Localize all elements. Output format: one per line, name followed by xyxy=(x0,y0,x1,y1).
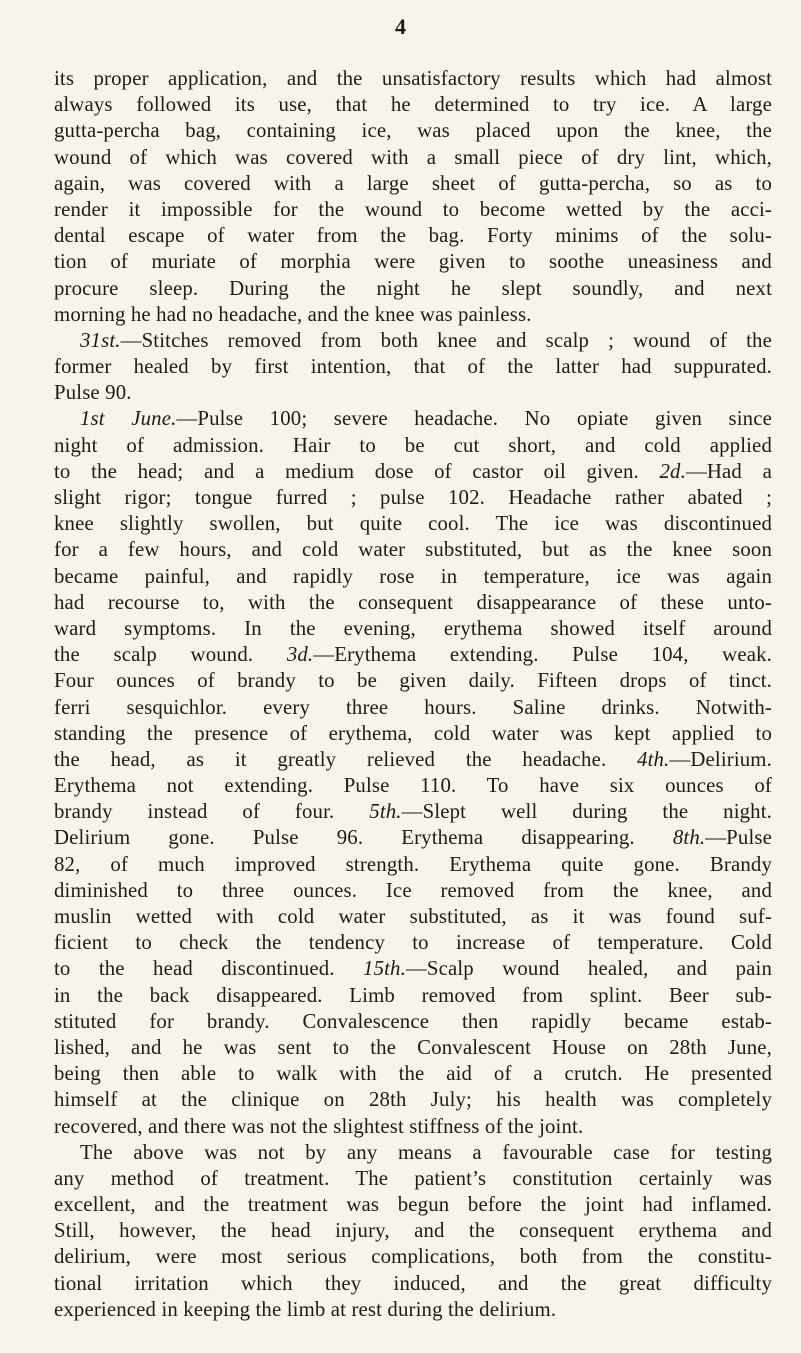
text-line xyxy=(54,668,772,694)
text-line xyxy=(54,118,772,144)
text-line xyxy=(54,302,772,328)
text-line xyxy=(54,197,772,223)
text-segment: —Delirium. xyxy=(669,747,772,771)
text-segment: the head, as it greatly relieved the headache. xyxy=(54,747,638,771)
text-segment: diminished to three ounces. Ice removed from the knee, and xyxy=(54,878,772,902)
text-line xyxy=(54,433,772,459)
text-segment: again, was covered with a large sheet of gutta-percha, so as to xyxy=(54,171,772,195)
text-line xyxy=(54,459,772,485)
text-line xyxy=(54,799,772,825)
text-line xyxy=(54,1061,772,1087)
text-line xyxy=(54,1271,772,1297)
text-line xyxy=(54,1114,772,1140)
text-segment: wound of which was covered with a small piece of dry lint, which, xyxy=(54,145,772,169)
text-segment: became painful, and rapidly rose in temperature, ice was again xyxy=(54,564,772,588)
text-line xyxy=(54,145,772,171)
text-segment: tion of muriate of morphia were given to soothe uneasiness and xyxy=(54,250,772,274)
text-segment: standing the presence of erythema, cold water was kept applied to xyxy=(54,721,772,745)
date-heading: 4th. xyxy=(637,747,670,771)
text-segment: render it impossible for the wound to become wetted by the acci- xyxy=(54,197,772,221)
text-segment: —Scalp wound healed, and pain xyxy=(405,957,772,981)
text-segment: 82, of much improved strength. Erythema quite gone. Brandy xyxy=(54,852,772,876)
text-segment: dental escape of water from the bag. Forty minims of the solu- xyxy=(54,224,772,248)
text-segment: —Slept well during the night. xyxy=(401,800,773,824)
text-segment: night of admission. Hair to be cut short, and cold applied xyxy=(54,433,772,457)
date-heading: 8th. xyxy=(672,826,706,850)
text-segment: always followed its use, that he determined to try ice. A large xyxy=(54,93,772,117)
text-segment: ficient to check the tendency to increase of temperature. Cold xyxy=(54,931,772,955)
text-line xyxy=(54,511,772,537)
date-heading: 1st June. xyxy=(80,407,177,431)
text-line xyxy=(54,904,772,930)
text-segment: —Pulse xyxy=(705,826,772,850)
text-line xyxy=(54,537,772,563)
text-segment: ward symptoms. In the evening, erythema showed itself around xyxy=(54,616,772,640)
text-segment: stituted for brandy. Convalescence then rapidly became estab- xyxy=(54,1009,772,1033)
text-line xyxy=(54,354,772,380)
text-segment: in the back disappeared. Limb removed from splint. Beer sub- xyxy=(54,983,772,1007)
text-segment: being then able to walk with the aid of a crutch. He presented xyxy=(54,1062,772,1086)
text-segment: —Had a xyxy=(685,459,772,483)
text-segment: —Erythema extending. Pulse 104, weak. xyxy=(313,643,772,667)
text-line xyxy=(54,825,772,851)
text-line xyxy=(54,564,772,590)
text-segment: Still, however, the head injury, and the consequent erythema and xyxy=(54,1219,772,1243)
text-segment: gutta-percha bag, containing ice, was placed upon the knee, the xyxy=(54,119,772,143)
text-segment: —Stitches removed from both knee and scalp ; wound of the xyxy=(120,328,772,352)
text-segment: its proper application, and the unsatisfactory results which had almost xyxy=(54,67,772,90)
date-heading: 31st. xyxy=(80,328,121,352)
text-line xyxy=(54,328,772,354)
text-line xyxy=(54,1218,772,1244)
text-line xyxy=(54,223,772,249)
text-line xyxy=(54,878,772,904)
text-line xyxy=(54,721,772,747)
text-segment: for a few hours, and cold water substituted, but as the knee soon xyxy=(54,538,772,562)
text-segment: slight rigor; tongue furred ; pulse 102. Headache rather abated ; xyxy=(54,486,772,509)
text-line xyxy=(54,852,772,878)
body-text xyxy=(54,66,772,1323)
text-segment: delirium, were most serious complications, both from the constitu- xyxy=(54,1245,772,1269)
text-segment: lished, and he was sent to the Convalescent House on 28th June, xyxy=(54,1035,772,1059)
text-segment: experienced in keeping the limb at rest during the delirium. xyxy=(54,1297,557,1321)
text-line xyxy=(54,642,772,668)
text-line xyxy=(54,616,772,642)
page-number: 4 xyxy=(395,14,406,39)
text-segment: the scalp wound. xyxy=(54,643,287,667)
text-segment: former healed by first intention, that of the latter had suppurated. xyxy=(54,355,772,379)
text-line xyxy=(54,1192,772,1218)
text-line xyxy=(54,1297,772,1323)
text-segment: The above was not by any means a favourable case for testing xyxy=(80,1140,772,1164)
text-line xyxy=(54,1087,772,1113)
text-line xyxy=(54,92,772,118)
text-line xyxy=(54,406,772,432)
text-segment: Four ounces of brandy to be given daily. Fifteen drops of tinct. xyxy=(54,669,772,693)
text-segment: himself at the clinique on 28th July; his health was completely xyxy=(54,1088,772,1112)
text-line xyxy=(54,983,772,1009)
text-line xyxy=(54,249,772,275)
text-line xyxy=(54,1166,772,1192)
text-segment: —Pulse 100; severe headache. No opiate given since xyxy=(176,407,772,431)
text-line xyxy=(54,485,772,511)
text-line xyxy=(54,1140,772,1166)
date-heading: 5th. xyxy=(369,800,402,824)
text-segment: had recourse to, with the consequent disappearance of these unto- xyxy=(54,590,772,614)
text-line xyxy=(54,276,772,302)
text-line xyxy=(54,930,772,956)
text-segment: muslin wetted with cold water substituted, as it was found suf- xyxy=(54,905,772,928)
text-segment: Erythema not extending. Pulse 110. To have six ounces of xyxy=(54,774,772,798)
text-line xyxy=(54,380,772,406)
text-segment: procure sleep. During the night he slept soundly, and next xyxy=(54,276,772,300)
text-line xyxy=(54,1009,772,1035)
text-segment: Pulse 90. xyxy=(54,381,132,405)
text-segment: to the head; and a medium dose of castor oil given. xyxy=(54,459,660,483)
text-line xyxy=(54,695,772,721)
text-line xyxy=(54,747,772,773)
text-line xyxy=(54,590,772,616)
text-segment: tional irritation which they induced, and the great difficulty xyxy=(54,1271,772,1295)
text-segment: brandy instead of four. xyxy=(54,800,370,824)
text-segment: knee slightly swollen, but quite cool. The ice was discontinued xyxy=(54,512,772,536)
date-heading: 2d. xyxy=(659,459,686,483)
date-heading: 15th. xyxy=(363,957,406,981)
text-line xyxy=(54,66,772,92)
text-line xyxy=(54,171,772,197)
text-segment: to the head discontinued. xyxy=(54,957,364,981)
text-segment: Delirium gone. Pulse 96. Erythema disappearing. xyxy=(54,826,673,850)
text-line xyxy=(54,956,772,982)
text-segment: recovered, and there was not the slightest stiffness of the joint. xyxy=(54,1114,584,1138)
text-line xyxy=(54,1244,772,1270)
date-heading: 3d. xyxy=(286,643,314,667)
text-line xyxy=(54,773,772,799)
text-line xyxy=(54,1035,772,1061)
text-segment: morning he had no headache, and the knee was painless. xyxy=(54,302,532,326)
text-segment: any method of treatment. The patient’s constitution certainly was xyxy=(54,1166,772,1190)
text-segment: ferri sesquichlor. every three hours. Saline drinks. Notwith- xyxy=(54,695,772,719)
text-segment: excellent, and the treatment was begun before the joint had inflamed. xyxy=(54,1193,772,1217)
